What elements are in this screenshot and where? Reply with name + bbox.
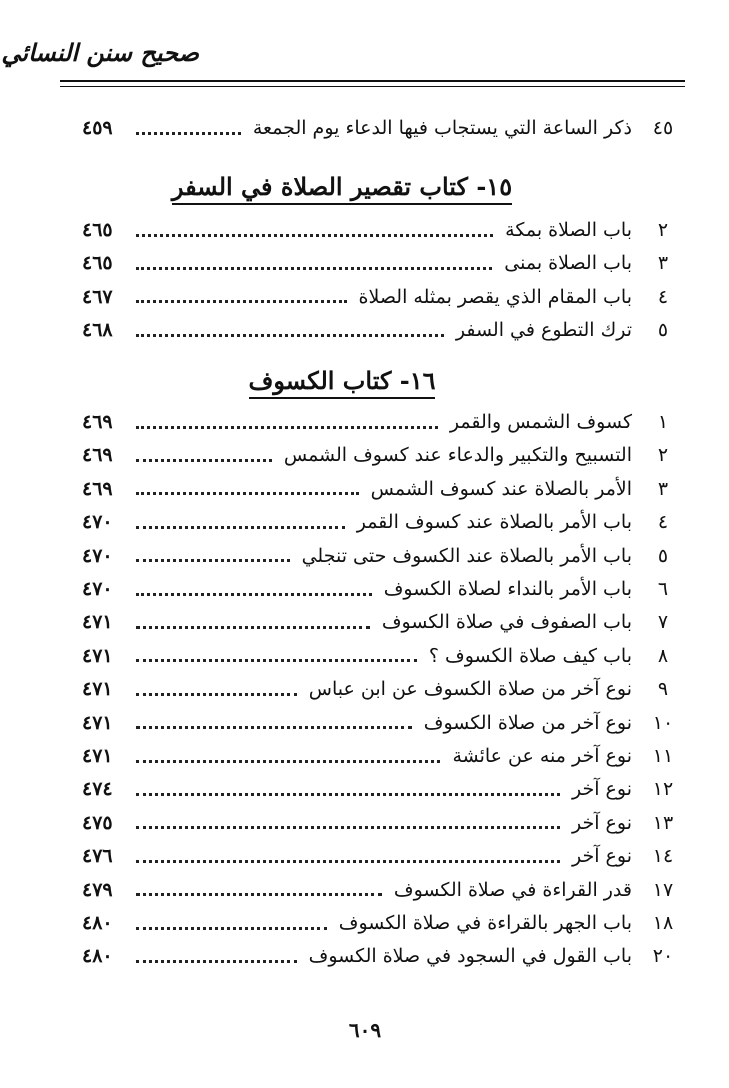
- toc-leader-dots: [136, 793, 560, 796]
- toc-entry-page: ٤٧٠: [82, 544, 113, 567]
- toc-entry-title: ذكر الساعة التي يستجاب فيها الدعاء يوم الجمعة: [252, 117, 632, 139]
- toc-entry-number: ٤٥: [652, 117, 674, 139]
- toc-entry[interactable]: [82, 281, 680, 313]
- toc-entry-number: ١٧: [652, 878, 674, 901]
- toc-entry-page: ٤٦٧: [82, 285, 113, 308]
- toc-entry-title: التسبيح والتكبير والدعاء عند كسوف الشمس: [283, 444, 632, 467]
- toc-entry-page: ٤٦٩: [82, 444, 113, 467]
- toc-entry-page: ٤٧٩: [82, 878, 113, 901]
- toc-entry-page: ٤٧١: [82, 745, 113, 767]
- toc-entry-title: باب القول في السجود في صلاة الكسوف: [308, 945, 632, 968]
- toc-entry-page: ٤٧٠: [82, 511, 113, 534]
- header-rule-thin: [60, 86, 685, 87]
- toc-entry[interactable]: [82, 112, 680, 144]
- toc-entry-title: ترك التطوع في السفر: [455, 319, 632, 342]
- toc-entry-title: باب المقام الذي يقصر بمثله الصلاة: [358, 285, 632, 308]
- toc-entry-page: ٤٧٥: [82, 811, 113, 834]
- toc-entry-number: ١٢: [652, 778, 674, 801]
- toc-leader-dots: [136, 526, 345, 529]
- toc-entry-page: ٤٨٠: [82, 912, 113, 934]
- toc-entry-page: ٤٧٠: [82, 578, 113, 600]
- header-rule-thick: [60, 80, 685, 82]
- toc-entry[interactable]: [82, 406, 680, 438]
- toc-entry-number: ٢٠: [652, 945, 674, 968]
- toc-entry-title: نوع آخر منه عن عائشة: [452, 745, 632, 767]
- toc-entry-number: ٥: [657, 544, 669, 567]
- toc-entry-number: ٤: [657, 511, 669, 534]
- toc-entry-title: كسوف الشمس والقمر: [449, 411, 632, 433]
- toc-leader-dots: [136, 927, 327, 930]
- toc-leader-dots: [136, 426, 438, 429]
- toc-entry-number: ٤: [657, 285, 669, 308]
- toc-leader-dots: [136, 760, 440, 763]
- toc-entry-page: ٤٦٨: [82, 319, 113, 342]
- toc-entry-number: ٧: [657, 611, 669, 634]
- toc-entry-number: ١٣: [652, 811, 674, 834]
- toc-entry-page: ٤٦٥: [82, 219, 113, 241]
- toc-leader-dots: [136, 267, 492, 270]
- toc-entry[interactable]: [82, 640, 680, 672]
- toc-entry[interactable]: [82, 907, 680, 939]
- toc-entry[interactable]: [82, 540, 680, 572]
- toc-entry-page: ٤٥٩: [82, 117, 113, 139]
- toc-entry-number: ١٨: [652, 912, 674, 934]
- toc-entry-page: ٤٧١: [82, 644, 113, 667]
- toc-entry-title: قدر القراءة في صلاة الكسوف: [393, 878, 632, 901]
- toc-entry-number: ٣: [657, 252, 669, 275]
- toc-leader-dots: [136, 234, 493, 237]
- toc-entry-title: باب الصلاة بمنى: [504, 252, 632, 275]
- toc-leader-dots: [136, 860, 560, 863]
- toc-leader-dots: [136, 459, 272, 462]
- toc-leader-dots: [136, 593, 372, 596]
- toc-entry-title: الأمر بالصلاة عند كسوف الشمس: [370, 477, 632, 500]
- toc-leader-dots: [136, 826, 560, 829]
- running-title: صحيح سنن النسائي: [1, 38, 199, 67]
- toc-entry-title: نوع آخر من صلاة الكسوف عن ابن عباس: [308, 678, 632, 701]
- toc-leader-dots: [136, 726, 412, 729]
- toc-entry[interactable]: [82, 773, 680, 805]
- toc-entry[interactable]: [82, 740, 680, 772]
- toc-entry-page: ٤٧٦: [82, 845, 113, 868]
- toc-leader-dots: [136, 626, 370, 629]
- toc-leader-dots: [136, 960, 297, 963]
- toc-entry-number: ٨: [657, 644, 669, 667]
- chapter-heading-text: ١٥- كتاب تقصير الصلاة في السفر: [172, 172, 512, 205]
- toc-entry-title: باب الصفوف في صلاة الكسوف: [381, 611, 632, 634]
- chapter-heading-text: ١٦- كتاب الكسوف: [249, 366, 436, 399]
- toc-entry[interactable]: [82, 506, 680, 538]
- toc-entry[interactable]: [82, 573, 680, 605]
- toc-entry-number: ١: [657, 411, 669, 433]
- toc-entry[interactable]: [82, 314, 680, 346]
- chapter-heading: [82, 172, 602, 212]
- toc-leader-dots: [136, 693, 297, 696]
- toc-leader-dots: [136, 559, 290, 562]
- toc-leader-dots: [136, 659, 417, 662]
- toc-entry[interactable]: [82, 439, 680, 471]
- toc-entry[interactable]: [82, 874, 680, 906]
- page-number: ٦٠٩: [348, 1018, 382, 1042]
- toc-entry-number: ٣: [657, 477, 669, 500]
- toc-entry-page: ٤٨٠: [82, 945, 113, 968]
- toc-entry-page: ٤٧١: [82, 678, 113, 701]
- chapter-heading: [82, 366, 602, 406]
- toc-leader-dots: [136, 492, 359, 495]
- toc-entry[interactable]: [82, 940, 680, 972]
- toc-entry-page: ٤٦٩: [82, 411, 113, 433]
- toc-entry-number: ٢: [657, 219, 669, 241]
- toc-entry-title: باب الأمر بالصلاة عند كسوف القمر: [356, 511, 632, 534]
- toc-entry-page: ٤٦٩: [82, 477, 113, 500]
- toc-entry-number: ٢: [657, 444, 669, 467]
- toc-leader-dots: [136, 893, 382, 896]
- toc-entry-page: ٤٧٤: [82, 778, 113, 801]
- toc-entry[interactable]: [82, 707, 680, 739]
- toc-entry-number: ١٠: [652, 711, 674, 734]
- toc-entry-number: ٥: [657, 319, 669, 342]
- toc-entry-number: ٩: [657, 678, 669, 701]
- toc-leader-dots: [136, 334, 444, 337]
- toc-entry[interactable]: [82, 473, 680, 505]
- toc-entry-page: ٤٧١: [82, 611, 113, 634]
- toc-entry-number: ١٤: [652, 845, 674, 868]
- toc-entry-number: ١١: [652, 745, 674, 767]
- toc-entry-number: ٦: [657, 578, 669, 600]
- toc-entry[interactable]: [82, 606, 680, 638]
- toc-leader-dots: [136, 132, 241, 135]
- toc-entry[interactable]: [82, 247, 680, 279]
- toc-entry[interactable]: [82, 214, 680, 246]
- toc-entry-title: نوع آخر: [572, 811, 632, 834]
- toc-entry[interactable]: [82, 807, 680, 839]
- toc-entry[interactable]: [82, 673, 680, 705]
- toc-entry-title: نوع آخر: [572, 845, 632, 868]
- toc-entry-title: باب الأمر بالنداء لصلاة الكسوف: [383, 578, 632, 600]
- toc-entry-title: نوع آخر من صلاة الكسوف: [423, 711, 632, 734]
- toc-entry-title: باب الجهر بالقراءة في صلاة الكسوف: [338, 912, 632, 934]
- toc-entry-page: ٤٦٥: [82, 252, 113, 275]
- toc-entry[interactable]: [82, 840, 680, 872]
- toc-entry-title: نوع آخر: [572, 778, 632, 801]
- toc-entry-title: باب الأمر بالصلاة عند الكسوف حتى تنجلي: [301, 544, 632, 567]
- toc-entry-title: باب كيف صلاة الكسوف ؟: [428, 644, 632, 667]
- toc-leader-dots: [136, 300, 347, 303]
- toc-entry-title: باب الصلاة بمكة: [505, 219, 632, 241]
- toc-entry-page: ٤٧١: [82, 711, 113, 734]
